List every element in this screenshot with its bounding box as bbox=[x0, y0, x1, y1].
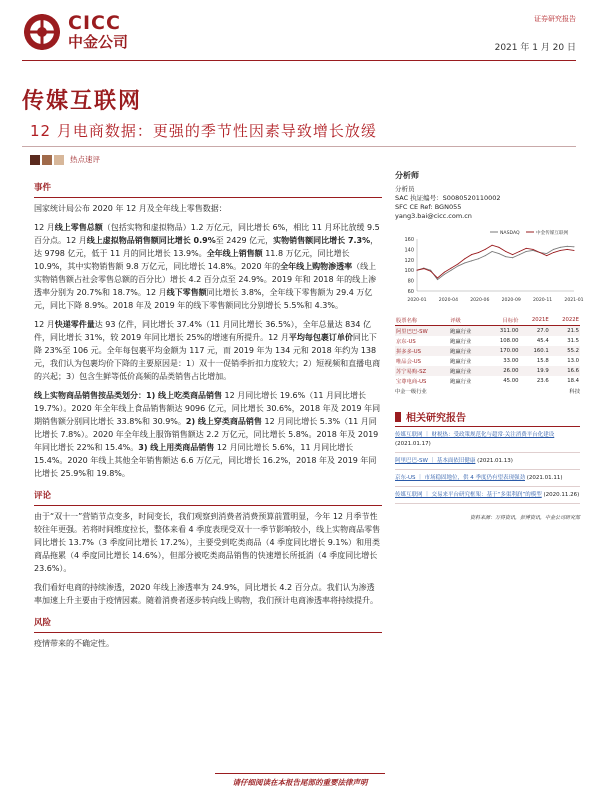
table-row bbox=[395, 346, 580, 356]
table-row bbox=[395, 376, 580, 386]
table-source: 中金一级行业 bbox=[395, 389, 427, 395]
data-point bbox=[574, 246, 575, 247]
bold-text: 线上虚拟物品销售额同比增长 0.9% bbox=[86, 236, 216, 245]
header-divider bbox=[22, 60, 576, 61]
logo-chinese: 中金公司 bbox=[68, 33, 129, 51]
table-cell: 108.00 bbox=[499, 338, 519, 344]
text-run: （线上实物销售额占社会零售总额的百分比）增长 4.2 百分点至 24.9%。2019 年和 2018 年的线上渗透率分别为 20.7%和 18.7%。12 月 bbox=[34, 262, 377, 297]
data-point bbox=[464, 258, 465, 259]
data-point bbox=[533, 249, 534, 250]
industry-title: 传媒互联网 bbox=[22, 89, 143, 114]
related-heading: 相关研究报告 bbox=[406, 413, 466, 424]
data-point bbox=[553, 249, 554, 250]
analyst-email[interactable]: yang3.bai@cicc.com.cn bbox=[395, 212, 472, 220]
table-header-cell: 2021E bbox=[519, 315, 549, 326]
section-divider bbox=[34, 505, 382, 506]
text-run: （包括实物和虚拟物品）1.2 万亿元，同比增长 6%，相比 11 月环比放缓 9.5 百分点。12 月 bbox=[34, 223, 380, 245]
related-report-link[interactable]: 阿里巴巴-SW ｜ 基本面依旧健康 bbox=[395, 458, 476, 464]
text-run: 至 2429 亿元， bbox=[215, 236, 274, 245]
table-cell: 跑赢行业 bbox=[449, 346, 486, 356]
risk-text: 疫情带来的不确定性。 bbox=[34, 639, 114, 648]
data-point bbox=[546, 253, 547, 254]
data-point bbox=[444, 272, 445, 273]
data-point bbox=[478, 258, 479, 259]
related-report-item[interactable] bbox=[395, 431, 580, 453]
report-title: 12 月电商数据：更强的季节性因素导致增长放缓 bbox=[30, 122, 377, 140]
related-report-date: (2021.01.11) bbox=[525, 475, 563, 481]
x-tick-label: 2020-06 bbox=[470, 298, 490, 303]
item-divider bbox=[395, 486, 580, 487]
section-divider bbox=[34, 197, 382, 198]
table-cell: 26.00 bbox=[486, 366, 519, 376]
x-tick-label: 2020-04 bbox=[438, 298, 459, 303]
text-run: 11.8 万亿元，同比增长 10.9%，其中实物销售额 9.8 万亿元，同比增长 14.8%。2020 年的 bbox=[34, 249, 350, 271]
tag bbox=[30, 154, 100, 165]
table-row bbox=[395, 366, 580, 376]
table-cell: 16.6 bbox=[550, 366, 580, 376]
text-run: ，达 9798 亿元，低于 11 月的同比增长 13.9%。 bbox=[34, 236, 379, 258]
table-cell: 33.00 bbox=[503, 358, 519, 364]
table-cell[interactable]: 阿里巴巴-SW bbox=[395, 326, 449, 337]
table-cell: 31.5 bbox=[567, 338, 579, 344]
related-source: 资料来源：万得资讯，彭博资讯，中金公司研究部 bbox=[469, 515, 580, 521]
data-point bbox=[498, 253, 499, 254]
event-heading: 事件 bbox=[34, 183, 52, 193]
table-row bbox=[395, 336, 580, 346]
table-row bbox=[395, 326, 580, 337]
data-point bbox=[457, 263, 458, 264]
analyst-heading: 分析师 bbox=[395, 171, 419, 180]
text-run: 12 月同比增长 5.3%（11 月同比增长 7.8%）。2020 年全年线上服饰销售额达 2.2 万亿元，同比增长 5.8%。2018 年及 2019 年同比增长 22%和 15.4%。 bbox=[34, 417, 379, 452]
table-cell: 跑赢行业 bbox=[450, 379, 472, 385]
data-point bbox=[546, 255, 547, 256]
item-divider bbox=[395, 503, 580, 504]
legend-label: NASDAQ bbox=[500, 231, 520, 236]
data-point bbox=[498, 247, 499, 248]
bold-text: 快递零件量 bbox=[54, 320, 95, 329]
y-tick-label: 140 bbox=[404, 247, 414, 254]
logo bbox=[22, 12, 128, 52]
table-cell: 21.5 bbox=[550, 326, 580, 337]
table-cell: 27.0 bbox=[519, 326, 549, 337]
footer-disclaimer: 请仔细阅读在本报告尾部的重要法律声明 bbox=[232, 778, 368, 787]
table-cell: 311.00 bbox=[486, 326, 519, 337]
section-marker-icon bbox=[395, 412, 401, 422]
bold-text: 实物销售额同比增长 7.3% bbox=[273, 236, 371, 245]
table-cell[interactable]: 唯品会-US bbox=[396, 359, 422, 365]
related-report-link[interactable]: 传媒互联网 ｜ 交易来平台研究框架：基于“多渠利润”的模型 bbox=[395, 492, 542, 498]
data-point bbox=[485, 249, 486, 250]
item-divider bbox=[395, 469, 580, 470]
related-report-date: (2021.01.17) bbox=[395, 441, 431, 447]
main-column bbox=[34, 182, 382, 650]
cicc-logo-icon bbox=[22, 12, 62, 52]
sidebar bbox=[395, 170, 584, 521]
event-intro: 国家统计局公布 2020 年 12 月及全年线上零售数据： bbox=[34, 204, 227, 213]
bold-text: 线下零售额 bbox=[166, 288, 207, 297]
bold-text: 线上零售总额 bbox=[54, 223, 103, 232]
related-report-date: (2020.11.26) bbox=[541, 492, 580, 498]
y-tick-label: 60 bbox=[407, 289, 414, 295]
y-tick-label: 120 bbox=[404, 257, 414, 264]
table-cell: 跑赢行业 bbox=[450, 359, 472, 365]
data-point bbox=[471, 260, 472, 261]
data-point bbox=[457, 266, 458, 267]
data-point bbox=[533, 250, 534, 251]
table-cell: 15.8 bbox=[536, 358, 549, 364]
data-point bbox=[471, 254, 472, 255]
bold-text: 全年线上销售额 bbox=[206, 249, 263, 258]
footer-divider bbox=[215, 773, 385, 774]
table-cell: 跑赢行业 bbox=[449, 326, 486, 337]
data-point bbox=[430, 271, 431, 272]
table-cell: 160.1 bbox=[519, 346, 549, 356]
related-report-item[interactable] bbox=[395, 474, 580, 487]
data-point bbox=[430, 270, 431, 271]
text-run: 同比下降 23%至 106 元。全年每包裹平均金额为 117 元，而 2019 年为 134 元和 2018 年约为 138 元，我们认为包裹均价下降的主要原因是：1）双十一促销季折扣力度较大；2）短视频和直播电商的兴起；3）包含生鲜等低价高频的品类销售占比增加。 bbox=[34, 333, 381, 381]
bold-text: 平均每包裹订单价 bbox=[288, 333, 353, 342]
data-point bbox=[567, 249, 568, 250]
related-report-date: (2021.01.13) bbox=[475, 458, 513, 464]
data-point bbox=[451, 268, 452, 269]
series-line-0 bbox=[417, 246, 574, 279]
table-cell: 45.4 bbox=[536, 338, 549, 344]
text-run: 12 月同比增长 19.6%（11 月同比增长 19.7%）。2020 年全年线上食品销售额达 9096 亿元，同比增长 30.6%，2018 年及 2019 年同期销售额分别同比增长 33.8%和 30.9%。 bbox=[34, 391, 381, 426]
data-point bbox=[512, 254, 513, 255]
table-header-cell: 2022E bbox=[550, 315, 580, 326]
tag-square-icon bbox=[30, 155, 40, 165]
text-run: 12 月 bbox=[34, 223, 55, 232]
data-point bbox=[444, 274, 445, 275]
data-point bbox=[512, 257, 513, 258]
y-tick-label: 100 bbox=[404, 268, 414, 275]
related-report-item[interactable] bbox=[395, 457, 580, 470]
event-paragraph-express bbox=[34, 318, 382, 383]
item-divider bbox=[395, 452, 580, 453]
comment-heading: 评论 bbox=[34, 491, 52, 501]
title-divider bbox=[22, 146, 576, 147]
data-point bbox=[492, 245, 493, 246]
data-point bbox=[423, 268, 424, 269]
legend-label: 中金传媒互联网 bbox=[536, 231, 569, 236]
table-cell: 170.00 bbox=[486, 346, 519, 356]
data-point bbox=[485, 255, 486, 256]
table-header-cell: 股票名称 bbox=[395, 315, 449, 326]
table-cell: 45.00 bbox=[503, 378, 519, 384]
table-cell: 19.9 bbox=[519, 366, 549, 376]
table-cell: 18.4 bbox=[567, 378, 579, 384]
table-cell[interactable]: 京东-US bbox=[396, 339, 416, 345]
index-chart bbox=[395, 227, 584, 305]
data-point bbox=[519, 251, 520, 252]
bold-text: 2) 线上穿类商品销售 bbox=[185, 417, 262, 426]
data-point bbox=[417, 270, 418, 271]
section-divider bbox=[395, 426, 580, 427]
tag-square-icon bbox=[54, 155, 64, 165]
analyst-sac: SAC 执证编号：S0080520110002 bbox=[395, 194, 501, 202]
table-row bbox=[395, 356, 580, 366]
analyst-sfc: SFC CE Ref: BGN055 bbox=[395, 203, 462, 211]
data-point bbox=[437, 278, 438, 279]
table-header-cell: 评级 bbox=[449, 315, 486, 326]
bold-text: 1) 线上吃类商品销售 bbox=[146, 391, 223, 400]
data-point bbox=[526, 248, 527, 249]
bold-text: 全年线上购物渗透率 bbox=[280, 262, 353, 271]
text-run: 同比增长 3.8%，全年线下零售额为 29.4 万亿元，同比下降 8.9%。2018 年及 2019 年的线下零售额同比分别增长 5.5%和 4.3%。 bbox=[34, 288, 373, 310]
table-cell[interactable]: 苏宁易购-SZ bbox=[395, 366, 449, 376]
section-divider bbox=[34, 632, 382, 633]
table-cell: 13.0 bbox=[567, 358, 579, 364]
tag-label: 热点速评 bbox=[70, 155, 100, 164]
report-date: 2021 年 1 月 20 日 bbox=[494, 43, 576, 53]
data-point bbox=[539, 252, 540, 253]
related-report-item[interactable] bbox=[395, 491, 580, 504]
y-tick-label: 80 bbox=[407, 278, 414, 285]
series-line-1 bbox=[417, 245, 574, 278]
text-run: 12 月同比增长 5.6%，11 月同比增长 15.4%。2020 年线上其他全年销售额达 6.6 万亿元，同比增长 16.2%，2018 年及 2019 年同比增长 25.9%和 19.8%。 bbox=[34, 443, 377, 478]
data-point bbox=[553, 252, 554, 253]
data-point bbox=[505, 256, 506, 257]
x-tick-label: 2021-01 bbox=[564, 298, 584, 303]
data-point bbox=[478, 252, 479, 253]
table-header-cell: 目标价 bbox=[486, 315, 519, 326]
y-tick-label: 160 bbox=[404, 237, 414, 243]
related-report-link[interactable]: 传媒互联网 ｜ 财税热：受政策规范化与超常·关注消费平台化建设 bbox=[395, 432, 555, 438]
data-point bbox=[574, 250, 575, 251]
table-cell: 跑赢行业 bbox=[449, 366, 486, 376]
data-point bbox=[437, 279, 438, 280]
logo-english: CICC bbox=[68, 12, 121, 34]
event-paragraph-retail bbox=[34, 221, 382, 312]
comment-paragraph-2: 我们看好电商的持续渗透，2020 年线上渗透率为 24.9%，同比增长 4.2 百分点。我们认为渗透率加速上升主要由于疫情因素。随着消费者逐步转向线上购物，我们预计电商渗透率将持续提升。 bbox=[34, 583, 378, 605]
table-source-right: 科技 bbox=[569, 389, 580, 395]
data-point bbox=[464, 262, 465, 263]
data-point bbox=[560, 250, 561, 251]
stock-table bbox=[395, 315, 580, 386]
table-cell: 跑赢行业 bbox=[450, 339, 472, 345]
x-tick-label: 2020-11 bbox=[532, 298, 553, 303]
event-paragraph-category bbox=[34, 389, 382, 480]
table-cell: 23.6 bbox=[536, 378, 549, 384]
data-point bbox=[519, 254, 520, 255]
related-list bbox=[395, 431, 580, 504]
bold-text: 线上实物商品销售按品类划分： bbox=[34, 391, 146, 400]
table-cell[interactable]: 拼多多-US bbox=[395, 346, 449, 356]
related-report-link[interactable]: 京东-US ｜ 市场稳固地位，供 4 季度仍有望表现强劲 bbox=[395, 475, 525, 481]
data-point bbox=[451, 270, 452, 271]
table-cell[interactable]: 宝尊电商-US bbox=[396, 379, 427, 385]
bold-text: 3) 线上用类商品销售 bbox=[138, 443, 215, 452]
comment-paragraph-1: 由于“双十一”营销节点变多，时间变长，我们观察到消费者消费预算前置明显，今年 12 月季节性较往年更强。若将时间维度拉长，整体来看 4 季度表现受双十一季节影响较小，线上实物商品零售同比增长 13.7%（3 季度同比增长 17.2%），主要受到吃类商品（4 季度同比增长 9.1%）和用类商品拖累（4 季度同比增长 14.6%），但部分被吃类商品销售的快速增长所抵消（4 季度同比增长 23.6%）。 bbox=[34, 512, 381, 573]
data-point bbox=[505, 251, 506, 252]
data-point bbox=[526, 251, 527, 252]
data-point bbox=[567, 246, 568, 247]
table-cell: 55.2 bbox=[550, 346, 580, 356]
analyst-role: 分析员 bbox=[395, 185, 415, 193]
x-tick-label: 2020-01 bbox=[407, 298, 427, 303]
tag-square-icon bbox=[42, 155, 52, 165]
data-point bbox=[492, 251, 493, 252]
text-run: 12 月 bbox=[34, 320, 55, 329]
x-tick-label: 2020-09 bbox=[501, 298, 521, 303]
text-run: 达 93 亿件，同比增长 37.4%（11 月同比增长 36.5%），全年总量达 834 亿件，同比增长 31%，较 2019 年同比增长 25%的增速有所提升。12 月 bbox=[34, 320, 371, 342]
risk-heading: 风险 bbox=[34, 618, 52, 628]
report-type: 证券研究报告 bbox=[534, 15, 576, 23]
data-point bbox=[560, 247, 561, 248]
